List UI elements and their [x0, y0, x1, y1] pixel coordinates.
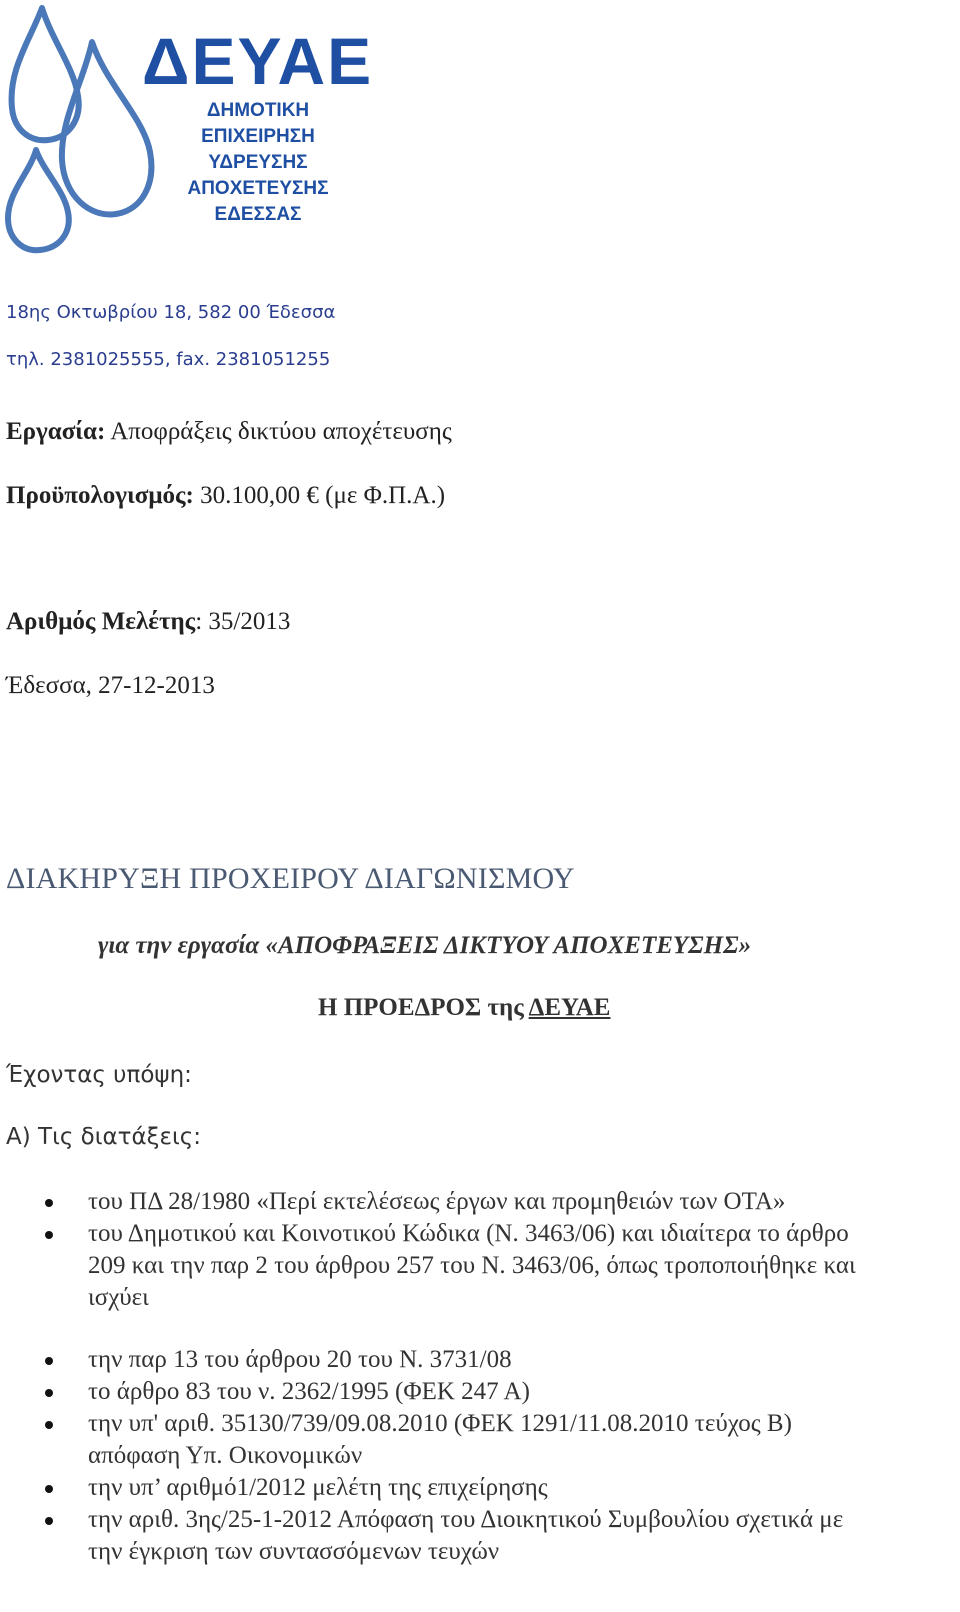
- list-item: [0, 1218, 938, 1250]
- bullet-icon: [45, 1199, 53, 1207]
- list-item-text: την αριθ. 3ης/25-1-2012 Απόφαση του Διοικητικού Συμβουλίου σχετικά με: [88, 1506, 844, 1533]
- list-item-continuation: [0, 1440, 938, 1472]
- address-phone: τηλ. 2381025555, fax. 2381051255: [6, 349, 331, 370]
- bullet-icon: [45, 1421, 53, 1429]
- subtitle: για την εργασία «ΑΠΟΦΡΑΞΕΙΣ ΔΙΚΤΥΟΥ ΑΠΟΧΕΤΕΥΣΗΣ»: [98, 932, 752, 959]
- logo-line: ΕΠΙΧΕΙΡΗΣΗ: [201, 126, 315, 147]
- provisions-list-2: [0, 1344, 960, 1568]
- study-label: Αριθμός Μελέτης: [6, 608, 196, 635]
- bullet-icon: [45, 1357, 53, 1365]
- bullet-icon: [45, 1389, 53, 1397]
- logo-title: ΔΕΥΑΕ: [142, 24, 374, 98]
- list-item: [0, 1408, 938, 1440]
- logo-line: ΔΗΜΟΤΙΚΗ: [206, 100, 310, 121]
- list-item-text: του Δημοτικού και Κοινοτικού Κώδικα (Ν. 3463/06) και ιδιαίτερα το άρθρο: [88, 1220, 849, 1247]
- logo-line: ΥΔΡΕΥΣΗΣ: [208, 152, 308, 173]
- bullet-icon: [45, 1231, 53, 1239]
- work-line: [6, 418, 452, 446]
- address-street: 18ης Οκτωβρίου 18, 582 00 Έδεσσα: [6, 302, 336, 323]
- logo-line: ΕΔΕΣΣΑΣ: [214, 204, 302, 225]
- list-item-continuation: [0, 1536, 938, 1568]
- chair-text: Η ΠΡΟΕΔΡΟΣ της: [318, 994, 529, 1021]
- logo-line: ΑΠΟΧΕΤΕΥΣΗΣ: [187, 178, 329, 199]
- section-a-label: Α) Τις διατάξεις:: [6, 1124, 201, 1150]
- list-item-text: 209 και την παρ 2 του άρθρου 257 του Ν. 3463/06, όπως τροποποιήθηκε και: [88, 1252, 856, 1279]
- list-item-text: την έγκριση των συντασσόμενων τευχών: [88, 1538, 500, 1565]
- list-item-text: του ΠΔ 28/1980 «Περί εκτελέσεως έργων και προμηθειών των ΟΤΑ»: [88, 1188, 786, 1215]
- logo-subtitle: [168, 98, 348, 228]
- study-line: [6, 608, 290, 636]
- provisions-list-1: [0, 1186, 960, 1314]
- chair-heading: [318, 994, 610, 1022]
- list-item-continuation: [0, 1250, 938, 1282]
- budget-value: 30.100,00 € (με Φ.Π.Α.): [193, 482, 446, 509]
- bullet-icon: [45, 1485, 53, 1493]
- list-item-text: απόφαση Υπ. Οικονομικών: [88, 1442, 363, 1469]
- list-item: [0, 1504, 938, 1536]
- list-item-text: το άρθρο 83 του ν. 2362/1995 (ΦΕΚ 247 Α): [88, 1378, 530, 1405]
- organization-logo: [0, 0, 400, 262]
- list-item-continuation: [0, 1282, 938, 1314]
- work-label: Εργασία:: [6, 418, 106, 445]
- budget-label: Προϋπολογισμός:: [6, 482, 194, 509]
- list-item-text: ισχύει: [88, 1284, 149, 1311]
- list-item-text: την παρ 13 του άρθρου 20 του Ν. 3731/08: [88, 1346, 512, 1373]
- page-title: ΔΙΑΚΗΡΥΞΗ ΠΡΟΧΕΙΡΟΥ ΔΙΑΓΩΝΙΣΜΟΥ: [6, 862, 575, 895]
- list-item: [0, 1186, 938, 1218]
- considering-label: Έχοντας υπόψη:: [6, 1062, 192, 1088]
- chair-org: ΔΕΥΑΕ: [528, 994, 611, 1021]
- place-date: Έδεσσα, 27-12-2013: [6, 672, 215, 699]
- list-item-text: την υπ’ αριθμό1/2012 μελέτη της επιχείρησης: [88, 1474, 548, 1501]
- list-item: [0, 1376, 938, 1408]
- work-value: Αποφράξεις δικτύου αποχέτευσης: [105, 418, 452, 445]
- study-value: : 35/2013: [195, 608, 291, 635]
- list-item: [0, 1344, 938, 1376]
- bullet-icon: [45, 1517, 53, 1525]
- list-item-text: την υπ' αριθ. 35130/739/09.08.2010 (ΦΕΚ 1291/11.08.2010 τεύχος Β): [88, 1410, 792, 1437]
- budget-line: [6, 482, 445, 510]
- list-item: [0, 1472, 938, 1504]
